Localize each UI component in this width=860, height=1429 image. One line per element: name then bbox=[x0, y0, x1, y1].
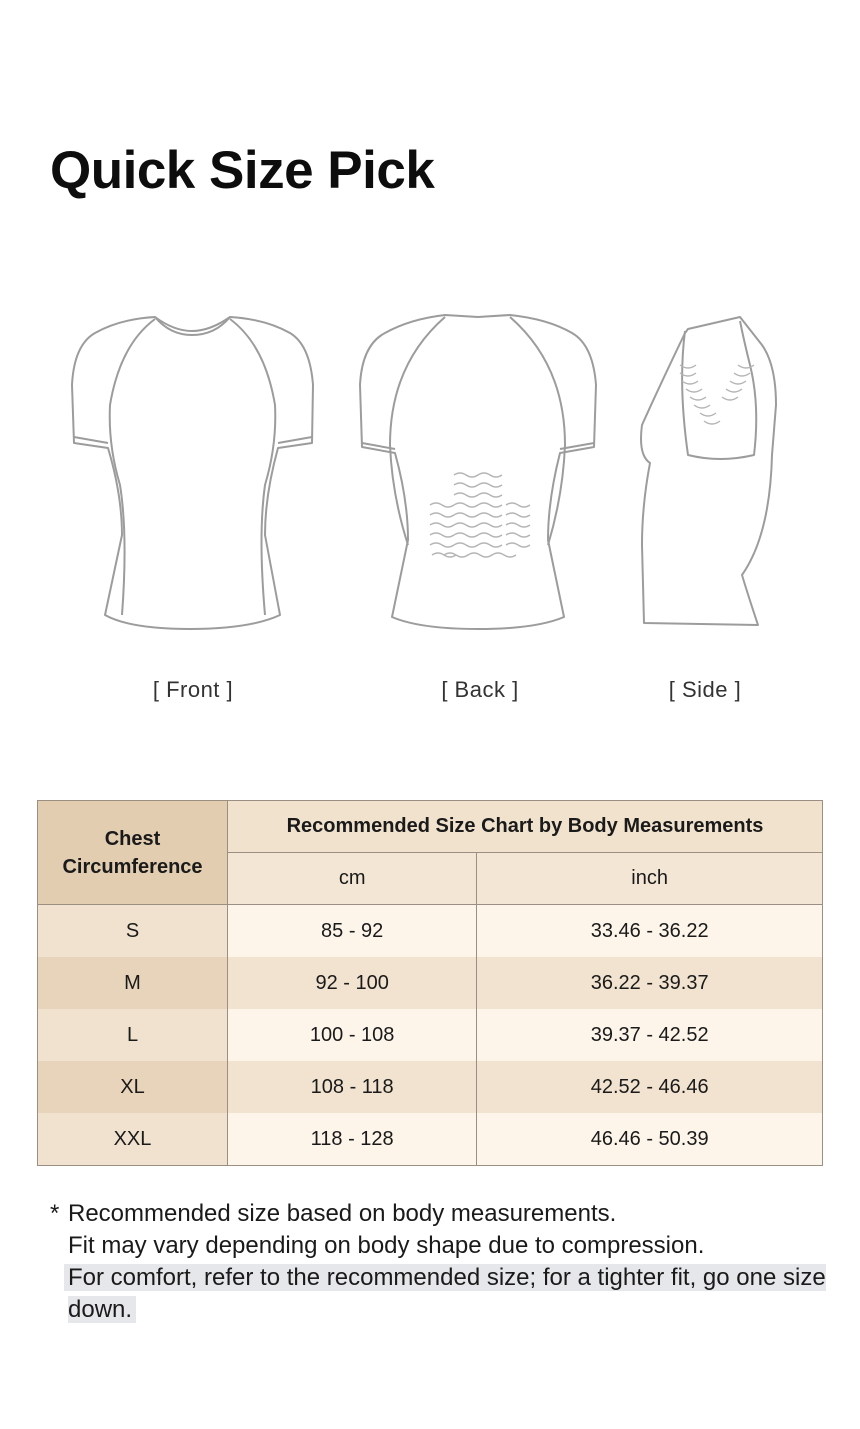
inch-cell: 39.37 - 42.52 bbox=[477, 1009, 822, 1061]
table-row bbox=[38, 1009, 822, 1061]
recommended-chart-header: Recommended Size Chart by Body Measurements bbox=[228, 801, 823, 853]
inch-cell: 42.52 - 46.46 bbox=[477, 1061, 822, 1113]
back-view-label: [ Back ] bbox=[441, 677, 519, 702]
inch-cell: 33.46 - 36.22 bbox=[477, 905, 822, 958]
note-line-3-highlight: For comfort, refer to the recommended size; for a tighter fit, go one size down. bbox=[64, 1264, 826, 1323]
note-asterisk: * bbox=[50, 1200, 60, 1227]
size-cell: M bbox=[38, 957, 228, 1009]
inch-cell: 46.46 - 50.39 bbox=[477, 1113, 822, 1165]
cm-cell: 108 - 118 bbox=[228, 1061, 477, 1113]
note-line-1: Recommended size based on body measurements. bbox=[68, 1200, 617, 1227]
size-cell: L bbox=[38, 1009, 228, 1061]
size-notes bbox=[50, 1198, 830, 1326]
front-shirt-illustration bbox=[60, 305, 325, 640]
size-cell: S bbox=[38, 905, 228, 958]
note-line-2: Fit may vary depending on body shape due to compression. bbox=[68, 1232, 705, 1259]
page-title: Quick Size Pick bbox=[50, 141, 435, 200]
inch-cell: 36.22 - 39.37 bbox=[477, 957, 822, 1009]
size-cell: XXL bbox=[38, 1113, 228, 1165]
table-row bbox=[38, 1113, 822, 1165]
cm-cell: 100 - 108 bbox=[228, 1009, 477, 1061]
garment-views bbox=[0, 305, 860, 645]
cm-column-header: cm bbox=[228, 853, 477, 905]
inch-column-header: inch bbox=[477, 853, 822, 905]
table-row bbox=[38, 1061, 822, 1113]
back-shirt-illustration bbox=[350, 305, 610, 640]
side-shirt-illustration bbox=[630, 305, 790, 640]
side-view-label: [ Side ] bbox=[668, 677, 742, 702]
cm-cell: 92 - 100 bbox=[228, 957, 477, 1009]
table-row bbox=[38, 957, 822, 1009]
cm-cell: 85 - 92 bbox=[228, 905, 477, 958]
size-chart-table bbox=[38, 801, 822, 1165]
table-row bbox=[38, 905, 822, 958]
front-view-label: [ Front ] bbox=[152, 677, 234, 702]
cm-cell: 118 - 128 bbox=[228, 1113, 477, 1165]
chest-circumference-header: Chest Circumference bbox=[38, 801, 228, 905]
size-cell: XL bbox=[38, 1061, 228, 1113]
